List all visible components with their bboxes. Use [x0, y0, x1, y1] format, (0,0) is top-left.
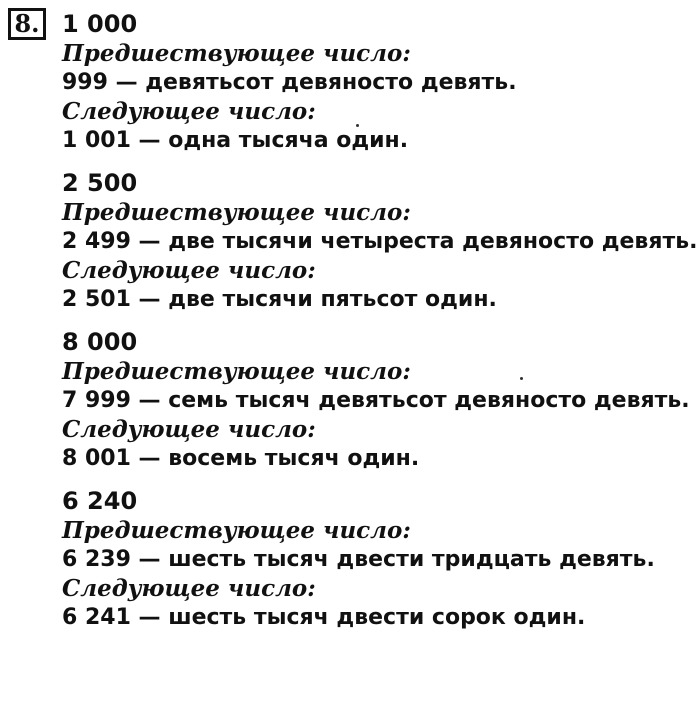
next-number-answer: 2 501 — две тысячи пятьсот один.	[62, 287, 497, 312]
scan-dot	[356, 124, 359, 127]
previous-number-label: Предшествующее число:	[62, 517, 411, 544]
next-number-answer: 1 001 — одна тысяча один.	[62, 128, 409, 153]
task-number-badge: 8.	[8, 8, 46, 40]
number-block-3	[62, 328, 692, 473]
previous-number-label: Предшествующее число:	[62, 40, 411, 67]
next-number-answer: 6 241 — шесть тысяч двести сорок один.	[62, 605, 586, 630]
next-number-label: Следующее число:	[62, 98, 316, 125]
block-number: 1 000	[62, 10, 138, 38]
previous-number-label: Предшествующее число:	[62, 199, 411, 226]
next-number-label: Следующее число:	[62, 416, 316, 443]
previous-number-answer: 6 239 — шесть тысяч двести тридцать девять.	[62, 547, 655, 572]
number-block-4	[62, 487, 692, 632]
next-number-label: Следующее число:	[62, 575, 316, 602]
previous-number-label: Предшествующее число:	[62, 358, 411, 385]
next-number-answer: 8 001 — восемь тысяч один.	[62, 446, 420, 471]
previous-number-answer: 7 999 — семь тысяч девятьсот девяносто девять.	[62, 388, 690, 413]
task-content	[62, 10, 698, 632]
scan-dot	[520, 377, 523, 380]
previous-number-answer: 2 499 — две тысячи четыреста девяносто девять.	[62, 229, 698, 254]
next-number-label: Следующее число:	[62, 257, 316, 284]
number-block-2	[62, 169, 698, 314]
block-number: 6 240	[62, 487, 138, 515]
block-number: 8 000	[62, 328, 138, 356]
number-block-1	[62, 10, 692, 155]
previous-number-answer: 999 — девятьсот девяносто девять.	[62, 70, 517, 95]
block-number: 2 500	[62, 169, 138, 197]
